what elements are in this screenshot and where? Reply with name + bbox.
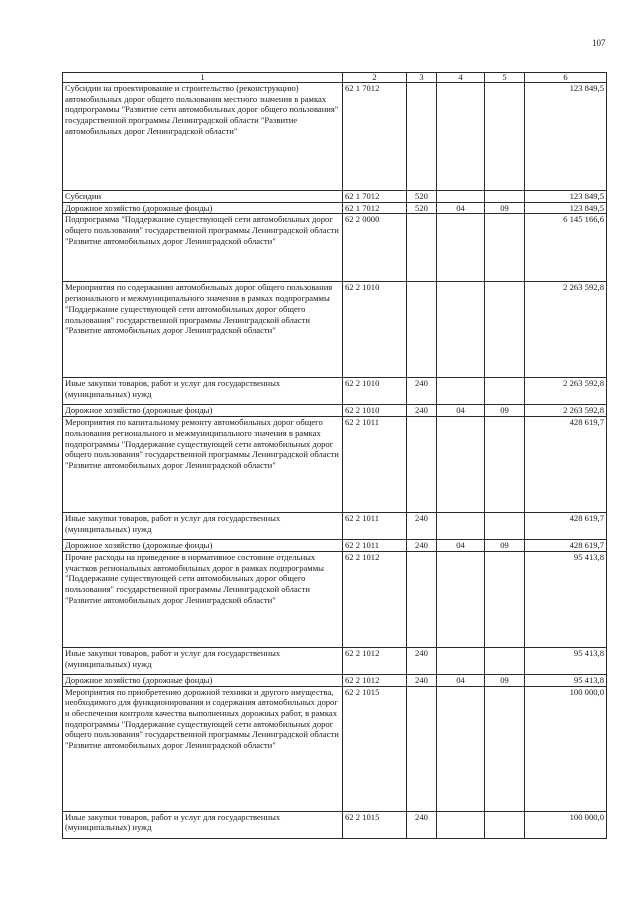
row-expense-type bbox=[407, 686, 437, 811]
row-amount: 100 000,0 bbox=[525, 686, 607, 811]
table-row bbox=[63, 811, 607, 838]
table-row bbox=[63, 83, 607, 191]
row-name: Дорожное хозяйство (дорожные фонды) bbox=[63, 540, 343, 552]
row-expense-type: 240 bbox=[407, 513, 437, 540]
row-section bbox=[437, 83, 485, 191]
table-row bbox=[63, 540, 607, 552]
header-cell-6: 6 bbox=[525, 73, 607, 83]
table-row bbox=[63, 378, 607, 405]
table-row bbox=[63, 214, 607, 282]
row-section bbox=[437, 811, 485, 838]
row-amount: 95 413,8 bbox=[525, 551, 607, 647]
row-subsection bbox=[485, 282, 525, 378]
row-name: Подпрограмма "Поддержание существующей сети автомобильных дорог общего пользования" государственной программы Ленинградской области "Развитие автомобильных дорог Ленинградской области" bbox=[63, 214, 343, 282]
row-amount: 123 849,5 bbox=[525, 191, 607, 203]
row-section: 04 bbox=[437, 540, 485, 552]
row-subsection bbox=[485, 647, 525, 674]
header-row bbox=[63, 73, 607, 83]
budget-table bbox=[62, 72, 607, 839]
row-section bbox=[437, 417, 485, 513]
row-code: 62 2 1012 bbox=[343, 674, 407, 686]
row-section: 04 bbox=[437, 674, 485, 686]
header-cell-3: 3 bbox=[407, 73, 437, 83]
row-section: 04 bbox=[437, 202, 485, 214]
row-amount: 2 263 592,8 bbox=[525, 282, 607, 378]
row-code: 62 2 1011 bbox=[343, 540, 407, 552]
row-expense-type: 240 bbox=[407, 540, 437, 552]
row-section bbox=[437, 378, 485, 405]
row-code: 62 2 1010 bbox=[343, 405, 407, 417]
row-name: Иные закупки товаров, работ и услуг для государственных (муниципальных) нужд bbox=[63, 811, 343, 838]
row-subsection bbox=[485, 214, 525, 282]
table-row bbox=[63, 282, 607, 378]
row-amount: 428 619,7 bbox=[525, 540, 607, 552]
row-subsection: 09 bbox=[485, 405, 525, 417]
row-expense-type: 240 bbox=[407, 378, 437, 405]
table-row bbox=[63, 417, 607, 513]
row-section bbox=[437, 191, 485, 203]
row-amount: 2 263 592,8 bbox=[525, 378, 607, 405]
row-amount: 2 263 592,8 bbox=[525, 405, 607, 417]
row-section: 04 bbox=[437, 405, 485, 417]
row-name: Иные закупки товаров, работ и услуг для государственных (муниципальных) нужд bbox=[63, 647, 343, 674]
row-name: Прочие расходы на приведение в нормативное состояние отдельных участков региональных автомобильных дорог в рамках подпрограммы "Поддержание существующей сети автомобильных дорог общего пользования" государственной программы Ленинградской области "Развитие автомобильных дорог Ленинградской области" bbox=[63, 551, 343, 647]
row-name: Иные закупки товаров, работ и услуг для государственных (муниципальных) нужд bbox=[63, 513, 343, 540]
row-name: Мероприятия по капитальному ремонту автомобильных дорог общего пользования регионального и межмуниципального значения в рамках подпрограммы "Поддержание существующей сети автомобильных дорог общего пользования" государственной программы Ленинградской области "Развитие автомобильных дорог Ленинградской области" bbox=[63, 417, 343, 513]
row-name: Дорожное хозяйство (дорожные фонды) bbox=[63, 202, 343, 214]
header-cell-2: 2 bbox=[343, 73, 407, 83]
header-cell-1: 1 bbox=[63, 73, 343, 83]
header-cell-5: 5 bbox=[485, 73, 525, 83]
row-section bbox=[437, 647, 485, 674]
row-expense-type: 240 bbox=[407, 674, 437, 686]
table-row bbox=[63, 674, 607, 686]
row-code: 62 2 1012 bbox=[343, 551, 407, 647]
row-code: 62 2 1011 bbox=[343, 417, 407, 513]
header-cell-4: 4 bbox=[437, 73, 485, 83]
row-code: 62 2 1012 bbox=[343, 647, 407, 674]
row-code: 62 2 1015 bbox=[343, 811, 407, 838]
row-section bbox=[437, 551, 485, 647]
row-expense-type bbox=[407, 83, 437, 191]
row-subsection bbox=[485, 378, 525, 405]
row-subsection: 09 bbox=[485, 674, 525, 686]
row-expense-type bbox=[407, 214, 437, 282]
row-name: Мероприятия по приобретению дорожной техники и другого имущества, необходимого для функционирования и содержания автомобильных дорог и обеспечения контроля качества выполненных дорожных работ, в рамках подпрограммы "Поддержание существующей сети автомобильных дорог общего пользования" государственной программы Ленинградской области "Развитие автомобильных дорог Ленинградской области" bbox=[63, 686, 343, 811]
row-name: Иные закупки товаров, работ и услуг для государственных (муниципальных) нужд bbox=[63, 378, 343, 405]
row-section bbox=[437, 686, 485, 811]
page-number: 107 bbox=[592, 38, 606, 48]
row-expense-type: 240 bbox=[407, 647, 437, 674]
row-subsection bbox=[485, 417, 525, 513]
row-name: Субсидии на проектирование и строительство (реконструкцию) автомобильных дорог общего пользования местного значения в рамках подпрограммы "Развитие сети автомобильных дорог общего пользования" государственной программы Ленинградской области "Развитие автомобильных дорог Ленинградской области" bbox=[63, 83, 343, 191]
row-subsection: 09 bbox=[485, 540, 525, 552]
table-row bbox=[63, 405, 607, 417]
table-row bbox=[63, 513, 607, 540]
row-code: 62 2 1011 bbox=[343, 513, 407, 540]
row-section bbox=[437, 214, 485, 282]
row-code: 62 2 0000 bbox=[343, 214, 407, 282]
row-expense-type bbox=[407, 282, 437, 378]
row-code: 62 1 7012 bbox=[343, 202, 407, 214]
row-expense-type bbox=[407, 551, 437, 647]
row-code: 62 1 7012 bbox=[343, 83, 407, 191]
row-expense-type: 240 bbox=[407, 405, 437, 417]
row-subsection bbox=[485, 686, 525, 811]
row-amount: 100 000,0 bbox=[525, 811, 607, 838]
row-amount: 95 413,8 bbox=[525, 674, 607, 686]
row-subsection bbox=[485, 83, 525, 191]
row-amount: 95 413,8 bbox=[525, 647, 607, 674]
row-subsection bbox=[485, 551, 525, 647]
row-expense-type: 520 bbox=[407, 202, 437, 214]
row-code: 62 2 1010 bbox=[343, 378, 407, 405]
row-subsection bbox=[485, 191, 525, 203]
table-row bbox=[63, 551, 607, 647]
row-code: 62 2 1015 bbox=[343, 686, 407, 811]
row-code: 62 2 1010 bbox=[343, 282, 407, 378]
row-subsection: 09 bbox=[485, 202, 525, 214]
row-amount: 123 849,5 bbox=[525, 83, 607, 191]
row-name: Дорожное хозяйство (дорожные фонды) bbox=[63, 674, 343, 686]
row-name: Субсидии bbox=[63, 191, 343, 203]
table-row bbox=[63, 191, 607, 203]
table-row bbox=[63, 647, 607, 674]
table-row bbox=[63, 686, 607, 811]
row-expense-type: 240 bbox=[407, 811, 437, 838]
row-code: 62 1 7012 bbox=[343, 191, 407, 203]
row-section bbox=[437, 513, 485, 540]
table-row bbox=[63, 202, 607, 214]
row-expense-type: 520 bbox=[407, 191, 437, 203]
row-name: Мероприятия по содержанию автомобильных дорог общего пользования регионального и межмуниципального значения в рамках подпрограммы "Поддержание существующей сети автомобильных дорог общего пользования" государственной программы Ленинградской области "Развитие автомобильных дорог Ленинградской области" bbox=[63, 282, 343, 378]
row-amount: 123 849,5 bbox=[525, 202, 607, 214]
row-amount: 428 619,7 bbox=[525, 417, 607, 513]
row-expense-type bbox=[407, 417, 437, 513]
row-subsection bbox=[485, 811, 525, 838]
row-amount: 428 619,7 bbox=[525, 513, 607, 540]
row-name: Дорожное хозяйство (дорожные фонды) bbox=[63, 405, 343, 417]
row-section bbox=[437, 282, 485, 378]
row-amount: 6 145 166,6 bbox=[525, 214, 607, 282]
row-subsection bbox=[485, 513, 525, 540]
